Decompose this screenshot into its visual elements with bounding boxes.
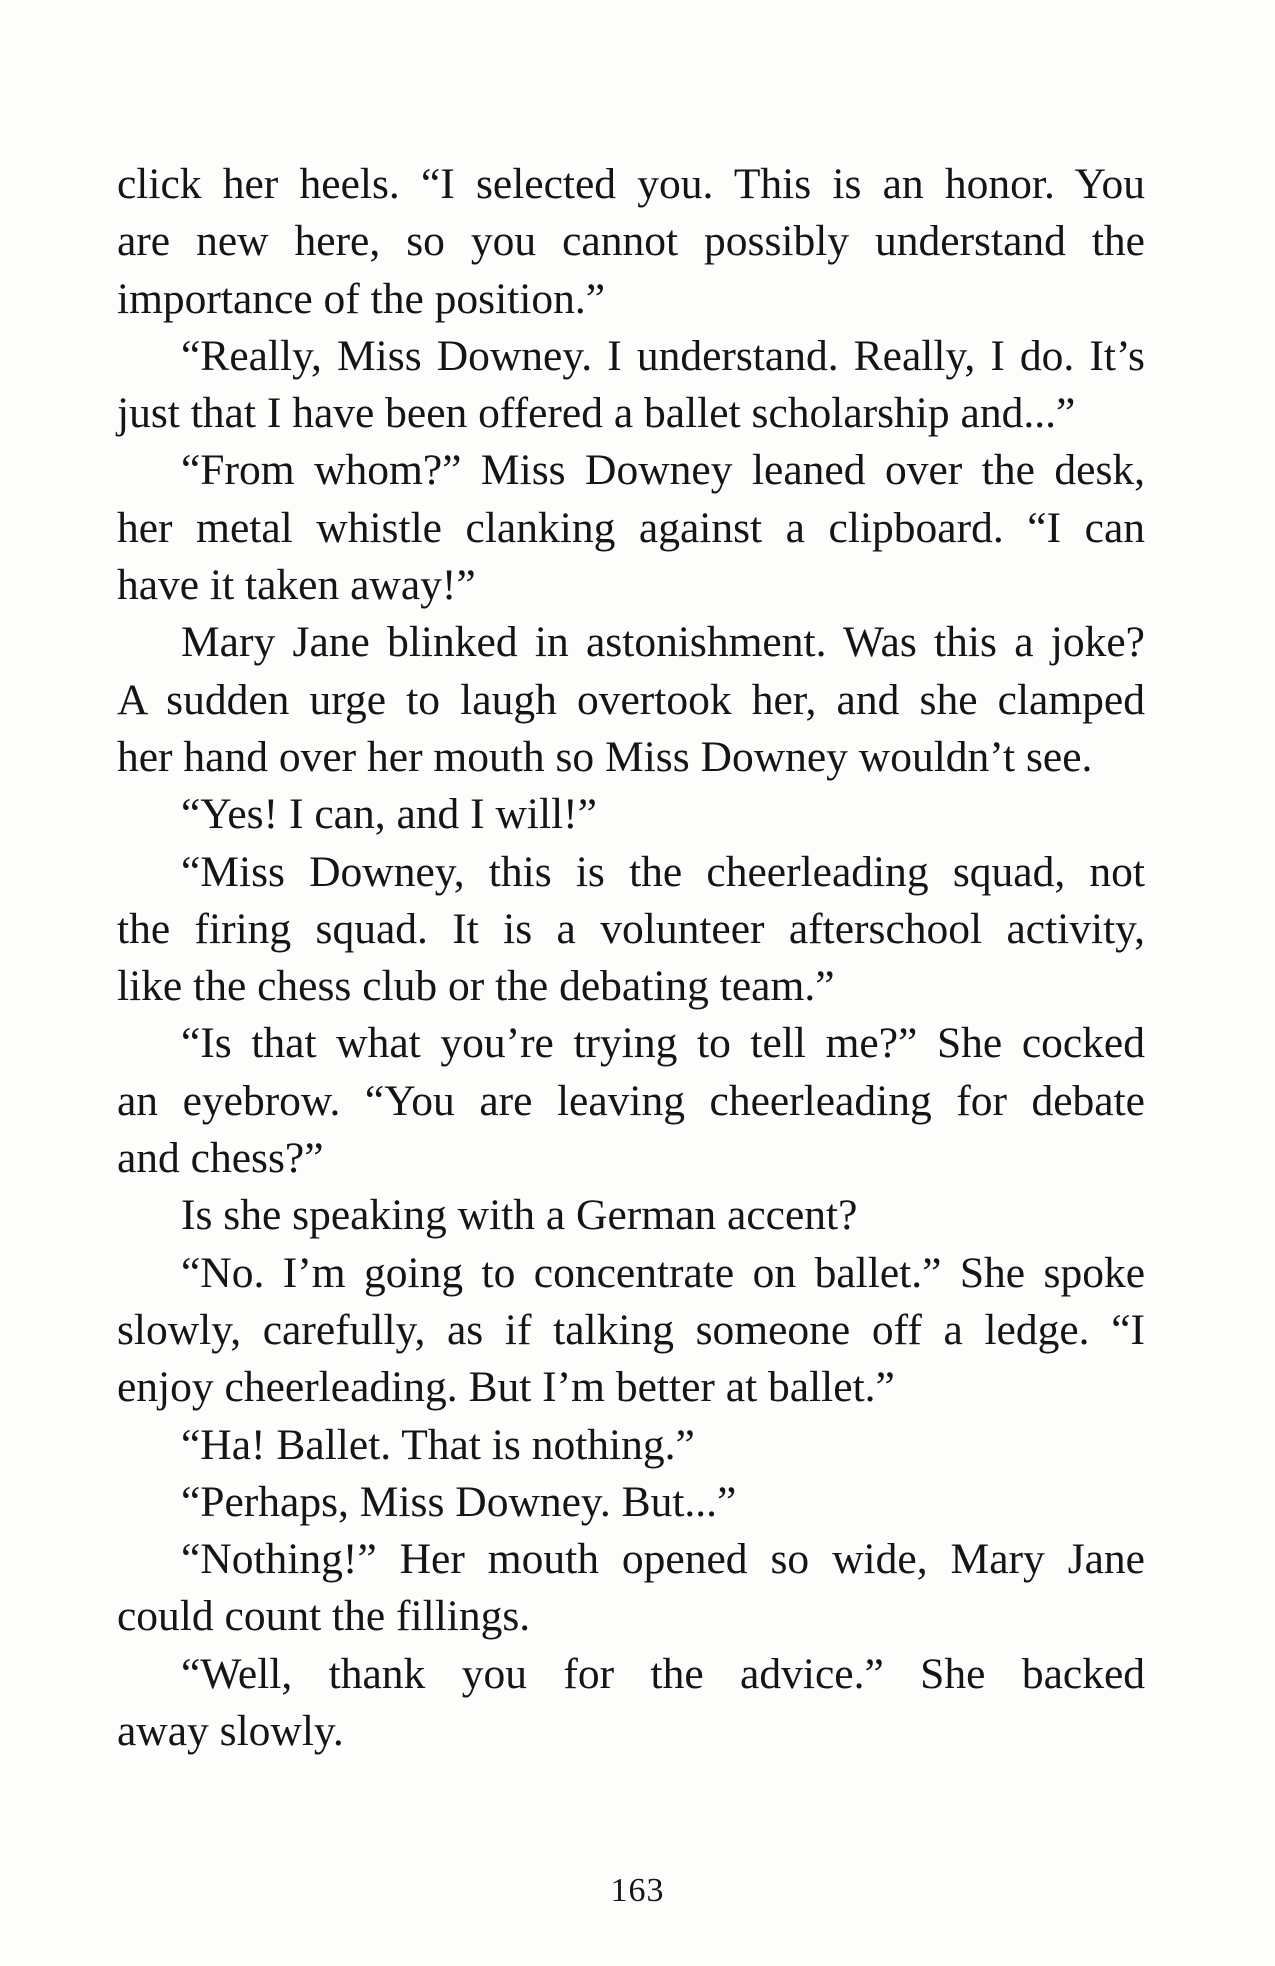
text-line: could count the fillings.: [117, 1592, 531, 1641]
text-line: “Is that what you’re trying to tell me?” She cocked: [181, 1019, 1145, 1068]
text-line: Mary Jane blinked in astonishment. Was this a joke?: [181, 618, 1145, 667]
text-line: enjoy cheerleading. But I’m better at ballet.”: [117, 1363, 895, 1412]
text-line: her hand over her mouth so Miss Downey wouldn’t see.: [117, 732, 1093, 781]
text-line: have it taken away!”: [117, 561, 476, 610]
text-line: “Miss Downey, this is the cheerleading squad, not: [181, 847, 1145, 896]
text-line: are new here, so you cannot possibly understand the: [117, 217, 1145, 266]
text-line: A sudden urge to laugh overtook her, and she clamped: [117, 675, 1145, 724]
text-line: “Ha! Ballet. That is nothing.”: [181, 1420, 695, 1469]
text-line: “Really, Miss Downey. I understand. Really, I do. It’s: [181, 331, 1145, 380]
text-line: the firing squad. It is a volunteer afterschool activity,: [117, 904, 1145, 953]
text-line: an eyebrow. “You are leaving cheerleading for debate: [117, 1076, 1145, 1125]
text-line: her metal whistle clanking against a clipboard. “I can: [117, 503, 1145, 552]
text-line: Is she speaking with a German accent?: [181, 1191, 858, 1240]
text-line: “Perhaps, Miss Downey. But...”: [181, 1477, 737, 1526]
text-line: and chess?”: [117, 1134, 324, 1183]
text-line: “No. I’m going to concentrate on ballet.” She spoke: [181, 1248, 1145, 1297]
text-line: “Nothing!” Her mouth opened so wide, Mary Jane: [181, 1535, 1145, 1584]
text-line: slowly, carefully, as if talking someone off a ledge. “I: [117, 1305, 1145, 1354]
text-line: “From whom?” Miss Downey leaned over the desk,: [181, 446, 1145, 495]
text-line: “Well, thank you for the advice.” She backed: [181, 1649, 1145, 1698]
page-number: 163: [610, 1872, 665, 1909]
text-line: away slowly.: [117, 1707, 344, 1756]
text-line: just that I have been offered a ballet scholarship and...”: [117, 389, 1076, 438]
text-line: importance of the position.”: [117, 274, 606, 323]
body-text: [117, 156, 1145, 1760]
text-line: “Yes! I can, and I will!”: [181, 790, 597, 839]
text-line: like the chess club or the debating team.”: [117, 962, 835, 1011]
text-line: click her heels. “I selected you. This is an honor. You: [117, 160, 1145, 208]
